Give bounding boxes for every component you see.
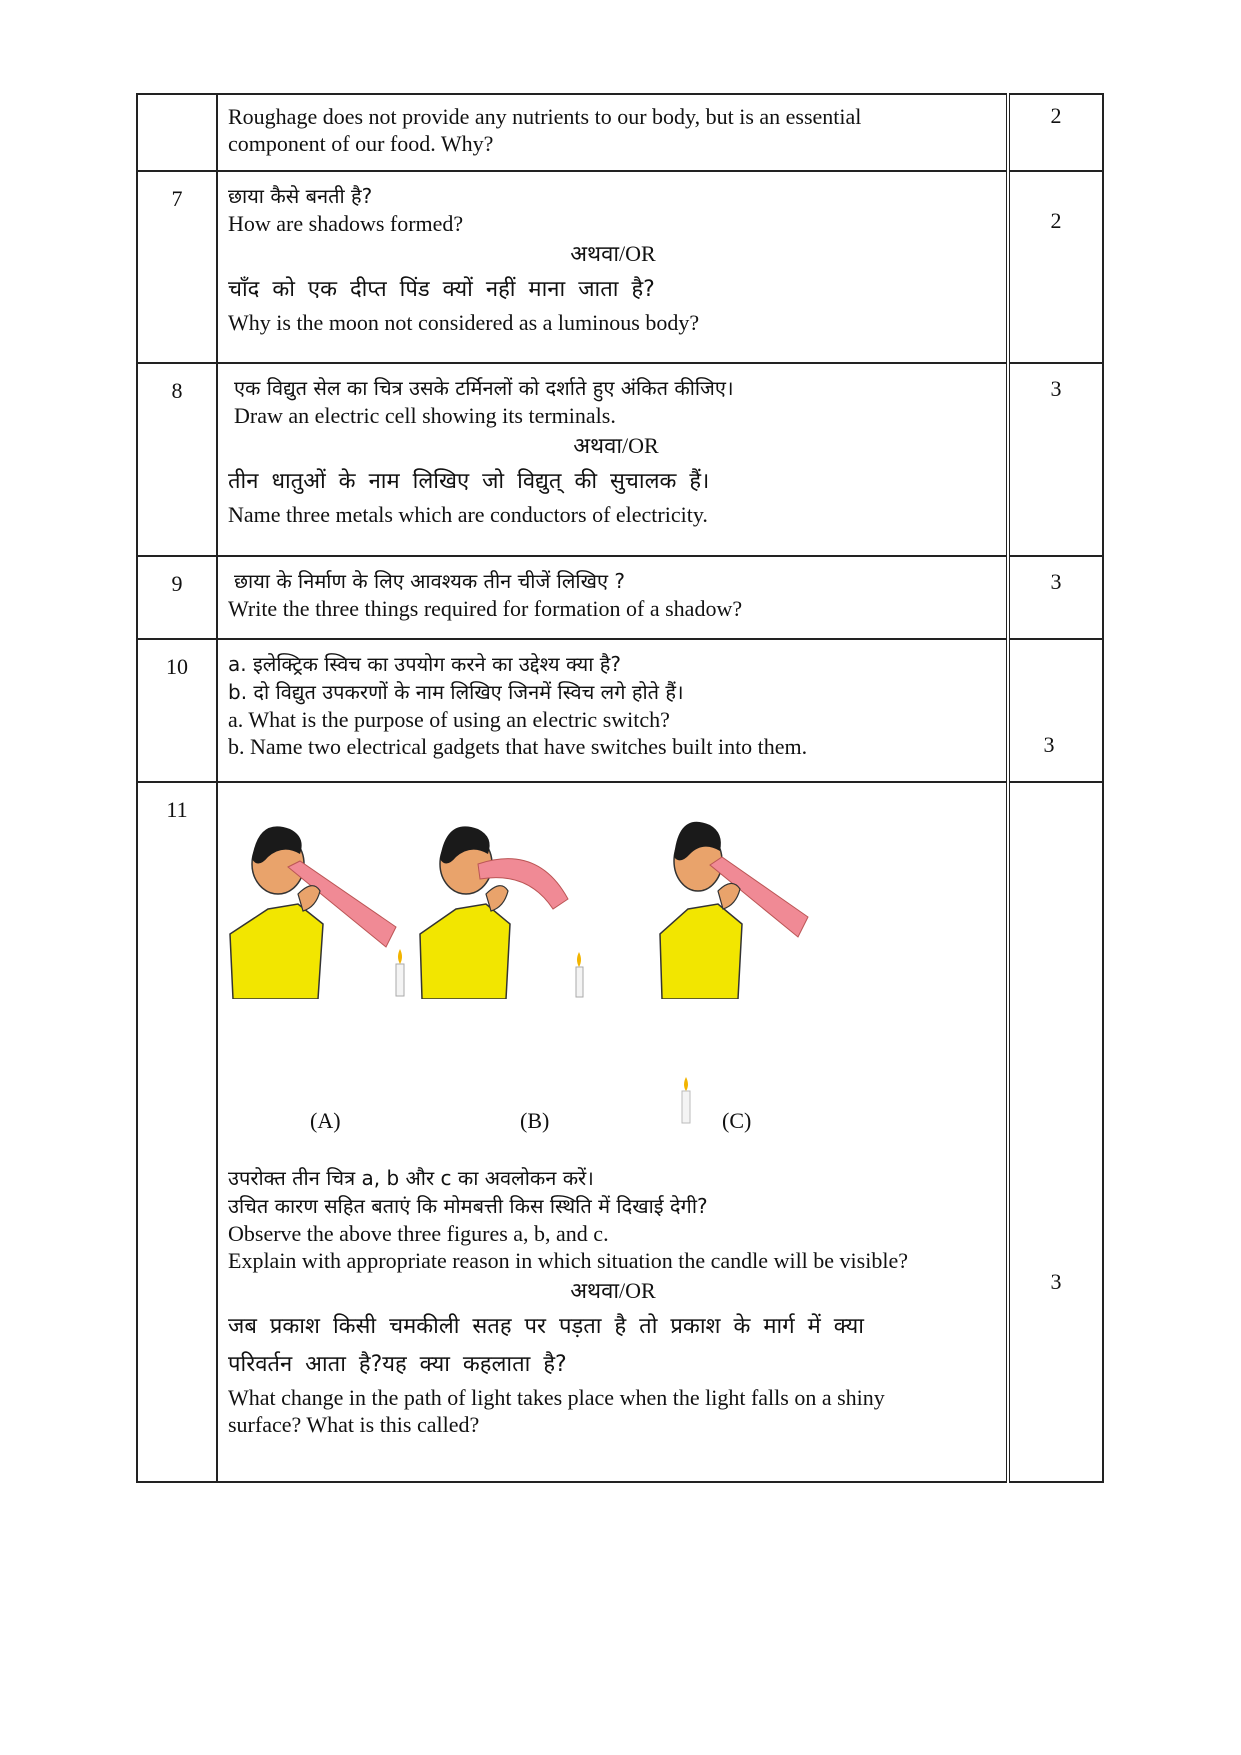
marks-cell <box>1008 556 1103 639</box>
question-en: How are shadows formed? <box>228 211 464 236</box>
question-en-line: component of our food. Why? <box>228 131 494 156</box>
marks-value: 3 <box>1043 732 1055 757</box>
question-number: 9 <box>137 556 217 639</box>
marks-cell <box>1008 639 1103 782</box>
question-number: 11 <box>137 782 217 1482</box>
or-divider: अथवा/OR <box>570 241 656 266</box>
question-hi: छाया के निर्माण के लिए आवश्यक तीन चीजें लिखिए ? <box>234 569 625 593</box>
marks-cell <box>1008 171 1103 363</box>
question-number: 7 <box>137 171 217 363</box>
table-row <box>137 171 1103 363</box>
table-row <box>137 363 1103 556</box>
question-en: Draw an electric cell showing its terminals. <box>234 403 616 428</box>
figure-label-c: (C) <box>722 1108 752 1133</box>
figure-label-b: (B) <box>520 1108 550 1133</box>
figure-strip <box>228 799 998 1164</box>
figure-c-boy-raised-pipe <box>658 799 823 999</box>
marks-value: 3 <box>1050 569 1062 594</box>
or-divider: अथवा/OR <box>573 433 659 458</box>
question-sheet <box>136 93 1104 1483</box>
table-row <box>137 556 1103 639</box>
question-en-2: Explain with appropriate reason in which situation the candle will be visible? <box>228 1248 908 1273</box>
marks-cell <box>1008 94 1103 171</box>
marks-cell <box>1008 363 1103 556</box>
question-en-line: Roughage does not provide any nutrients to our body, but is an essential <box>228 104 862 129</box>
question-hi-a: a. इलेक्ट्रिक स्विच का उपयोग करने का उद्देश्य क्या है? <box>228 652 622 676</box>
or-divider: अथवा/OR <box>570 1278 656 1303</box>
table-row <box>137 639 1103 782</box>
marks-value: 2 <box>1050 103 1062 128</box>
marks-cell <box>1008 782 1103 1482</box>
question-number: 10 <box>137 639 217 782</box>
alternate-question-en: Name three metals which are conductors of electricity. <box>228 502 708 527</box>
alternate-question-hi: चाँद को एक दीप्त पिंड क्यों नहीं माना जाता है? <box>228 277 655 302</box>
question-text <box>217 363 1008 556</box>
alternate-question-en: Why is the moon not considered as a luminous body? <box>228 310 700 335</box>
table-row <box>137 782 1103 1482</box>
question-hi: एक विद्युत सेल का चित्र उसके टर्मिनलों को दर्शाते हुए अंकित कीजिए। <box>234 376 734 400</box>
alternate-question-en-2: surface? What is this called? <box>228 1412 480 1437</box>
question-number <box>137 94 217 171</box>
alternate-question-en-1: What change in the path of light takes place when the light falls on a shiny <box>228 1385 885 1410</box>
alternate-question-hi-2: परिवर्तन आता है?यह क्या कहलाता है? <box>228 1352 567 1377</box>
question-text <box>217 639 1008 782</box>
question-hi-2: उचित कारण सहित बताएं कि मोमबत्ती किस स्थिति में दिखाई देगी? <box>228 1194 708 1218</box>
figure-a-boy-straight-pipe <box>228 799 413 999</box>
question-hi-b: b. दो विद्युत उपकरणों के नाम लिखिए जिनमें स्विच लगे होते हैं। <box>228 680 684 704</box>
question-hi: छाया कैसे बनती है? <box>228 184 373 208</box>
question-text <box>217 171 1008 363</box>
question-table <box>136 93 1104 1483</box>
candle-icon <box>679 1077 693 1125</box>
marks-value: 2 <box>1050 208 1062 233</box>
alternate-question-hi: तीन धातुओं के नाम लिखिए जो विद्युत् की सुचालक हैं। <box>228 469 710 494</box>
figure-b-boy-bent-pipe <box>418 799 593 999</box>
question-text <box>217 782 1008 1482</box>
question-text <box>217 94 1008 171</box>
alternate-question-hi-1: जब प्रकाश किसी चमकीली सतह पर पड़ता है तो प्रकाश के मार्ग में क्या <box>228 1314 864 1339</box>
table-row <box>137 94 1103 171</box>
marks-value: 3 <box>1050 376 1062 401</box>
question-text <box>217 556 1008 639</box>
marks-value: 3 <box>1050 1269 1062 1294</box>
question-en-a: a. What is the purpose of using an electric switch? <box>228 707 670 732</box>
question-hi-1: उपरोक्त तीन चित्र a, b और c का अवलोकन करें। <box>228 1166 594 1190</box>
question-number: 8 <box>137 363 217 556</box>
question-en: Write the three things required for formation of a shadow? <box>228 596 743 621</box>
question-en-1: Observe the above three figures a, b, and c. <box>228 1221 609 1246</box>
question-en-b: b. Name two electrical gadgets that have switches built into them. <box>228 734 808 759</box>
figure-label-a: (A) <box>310 1108 341 1133</box>
